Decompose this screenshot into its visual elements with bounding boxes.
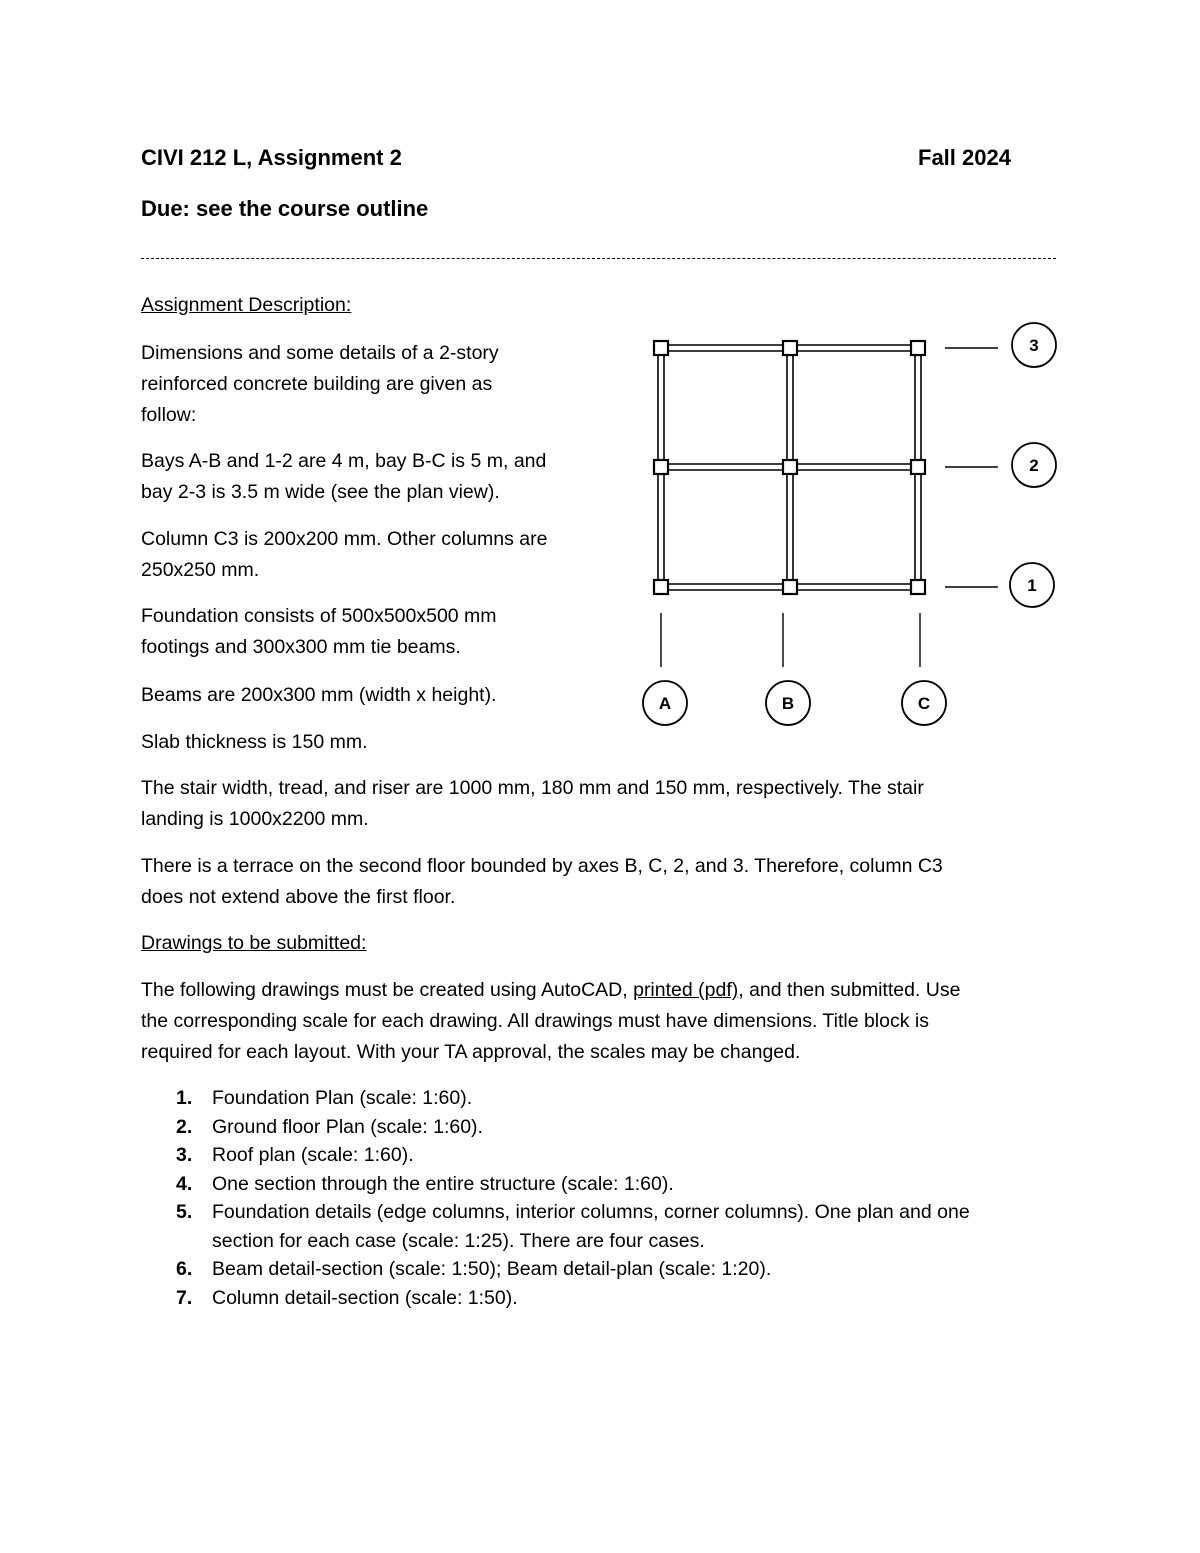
text-line: Column C3 is 200x200 mm. Other columns are: [141, 528, 548, 550]
list-text: Beam detail-section (scale: 1:50); Beam detail-plan (scale: 1:20).: [212, 1258, 772, 1280]
description-para-6: Slab thickness is 150 mm.: [141, 731, 368, 753]
axis-label-b: B: [781, 694, 795, 713]
list-item: [141, 1113, 1056, 1142]
list-number: 1.: [176, 1087, 193, 1109]
text-line: Bays A-B and 1-2 are 4 m, bay B-C is 5 m, and: [141, 450, 547, 472]
list-number: 5.: [176, 1201, 193, 1223]
axis-label-2: 2: [1029, 456, 1039, 475]
list-number: 3.: [176, 1144, 193, 1166]
text-line: [141, 975, 960, 1006]
column-b2: [783, 460, 797, 474]
description-para-2: [141, 446, 546, 508]
drawings-heading: Drawings to be submitted:: [141, 932, 367, 954]
column-a1: [654, 580, 668, 594]
text-line: the corresponding scale for each drawing. All drawings must have dimensions. Title block is: [141, 1010, 929, 1032]
list-text: Foundation details (edge columns, interior columns, corner columns). One plan and one: [212, 1201, 970, 1223]
description-heading: Assignment Description:: [141, 294, 352, 316]
list-number: 2.: [176, 1115, 193, 1138]
term-label: Fall 2024: [918, 145, 1011, 170]
drawings-intro: [141, 975, 960, 1068]
column-c2: [911, 460, 925, 474]
list-text: Foundation Plan (scale: 1:60).: [212, 1087, 473, 1109]
column-c3: [911, 341, 925, 355]
text-line: 250x250 mm.: [141, 559, 260, 581]
list-number: 4.: [176, 1172, 193, 1195]
description-para-3: [141, 524, 547, 586]
separator-line: [141, 258, 1056, 259]
document-title: CIVI 212 L, Assignment 2: [141, 145, 402, 170]
axis-label-c: C: [917, 694, 931, 713]
drawings-list: [141, 1084, 1056, 1312]
list-item: [141, 1255, 1056, 1284]
list-text: Roof plan (scale: 1:60).: [212, 1144, 414, 1166]
text-line: follow:: [141, 404, 197, 426]
text-line: Foundation consists of 500x500x500 mm: [141, 605, 497, 627]
axis-label-1: 1: [1027, 576, 1037, 595]
description-para-8: [141, 851, 943, 913]
text-line: bay 2-3 is 3.5 m wide (see the plan view).: [141, 481, 500, 503]
list-text: section for each case (scale: 1:25). There are four cases.: [212, 1229, 705, 1252]
due-label: Due: see the course outline: [141, 196, 429, 221]
text-span: , and then submitted. Use: [738, 979, 961, 1001]
text-line: required for each layout. With your TA approval, the scales may be changed.: [141, 1041, 801, 1063]
list-number: 6.: [176, 1258, 193, 1280]
text-line: The stair width, tread, and riser are 1000 mm, 180 mm and 150 mm, respectively. The stair: [141, 777, 924, 799]
text-line: landing is 1000x2200 mm.: [141, 808, 369, 830]
list-item: [141, 1141, 1056, 1170]
list-text: Column detail-section (scale: 1:50).: [212, 1286, 518, 1309]
column-b3: [783, 341, 797, 355]
description-para-5: Beams are 200x300 mm (width x height).: [141, 684, 497, 706]
printed-pdf-text: printed (pdf): [633, 979, 739, 1001]
text-line: Dimensions and some details of a 2-story: [141, 342, 499, 364]
axis-label-a: A: [658, 694, 672, 713]
text-line: reinforced concrete building are given as: [141, 373, 493, 395]
column-a3: [654, 341, 668, 355]
list-text: One section through the entire structure (scale: 1:60).: [212, 1172, 674, 1195]
column-c1: [911, 580, 925, 594]
column-b1: [783, 580, 797, 594]
text-span: The following drawings must be created using AutoCAD,: [141, 979, 634, 1001]
axis-label-3: 3: [1029, 336, 1039, 355]
list-number: 7.: [176, 1286, 193, 1309]
list-item: [141, 1084, 1056, 1113]
list-text: Ground floor Plan (scale: 1:60).: [212, 1115, 483, 1138]
description-para-7: [141, 773, 924, 835]
list-item: [141, 1284, 1056, 1313]
list-item: [141, 1198, 1056, 1255]
description-para-4: [141, 601, 497, 663]
text-line: does not extend above the first floor.: [141, 886, 456, 908]
column-a2: [654, 460, 668, 474]
list-item: [141, 1170, 1056, 1199]
description-para-1: [141, 338, 499, 431]
text-line: footings and 300x300 mm tie beams.: [141, 636, 461, 658]
text-line: There is a terrace on the second floor bounded by axes B, C, 2, and 3. Therefore, column C3: [141, 855, 943, 877]
plan-view-drawing: [630, 315, 1070, 735]
